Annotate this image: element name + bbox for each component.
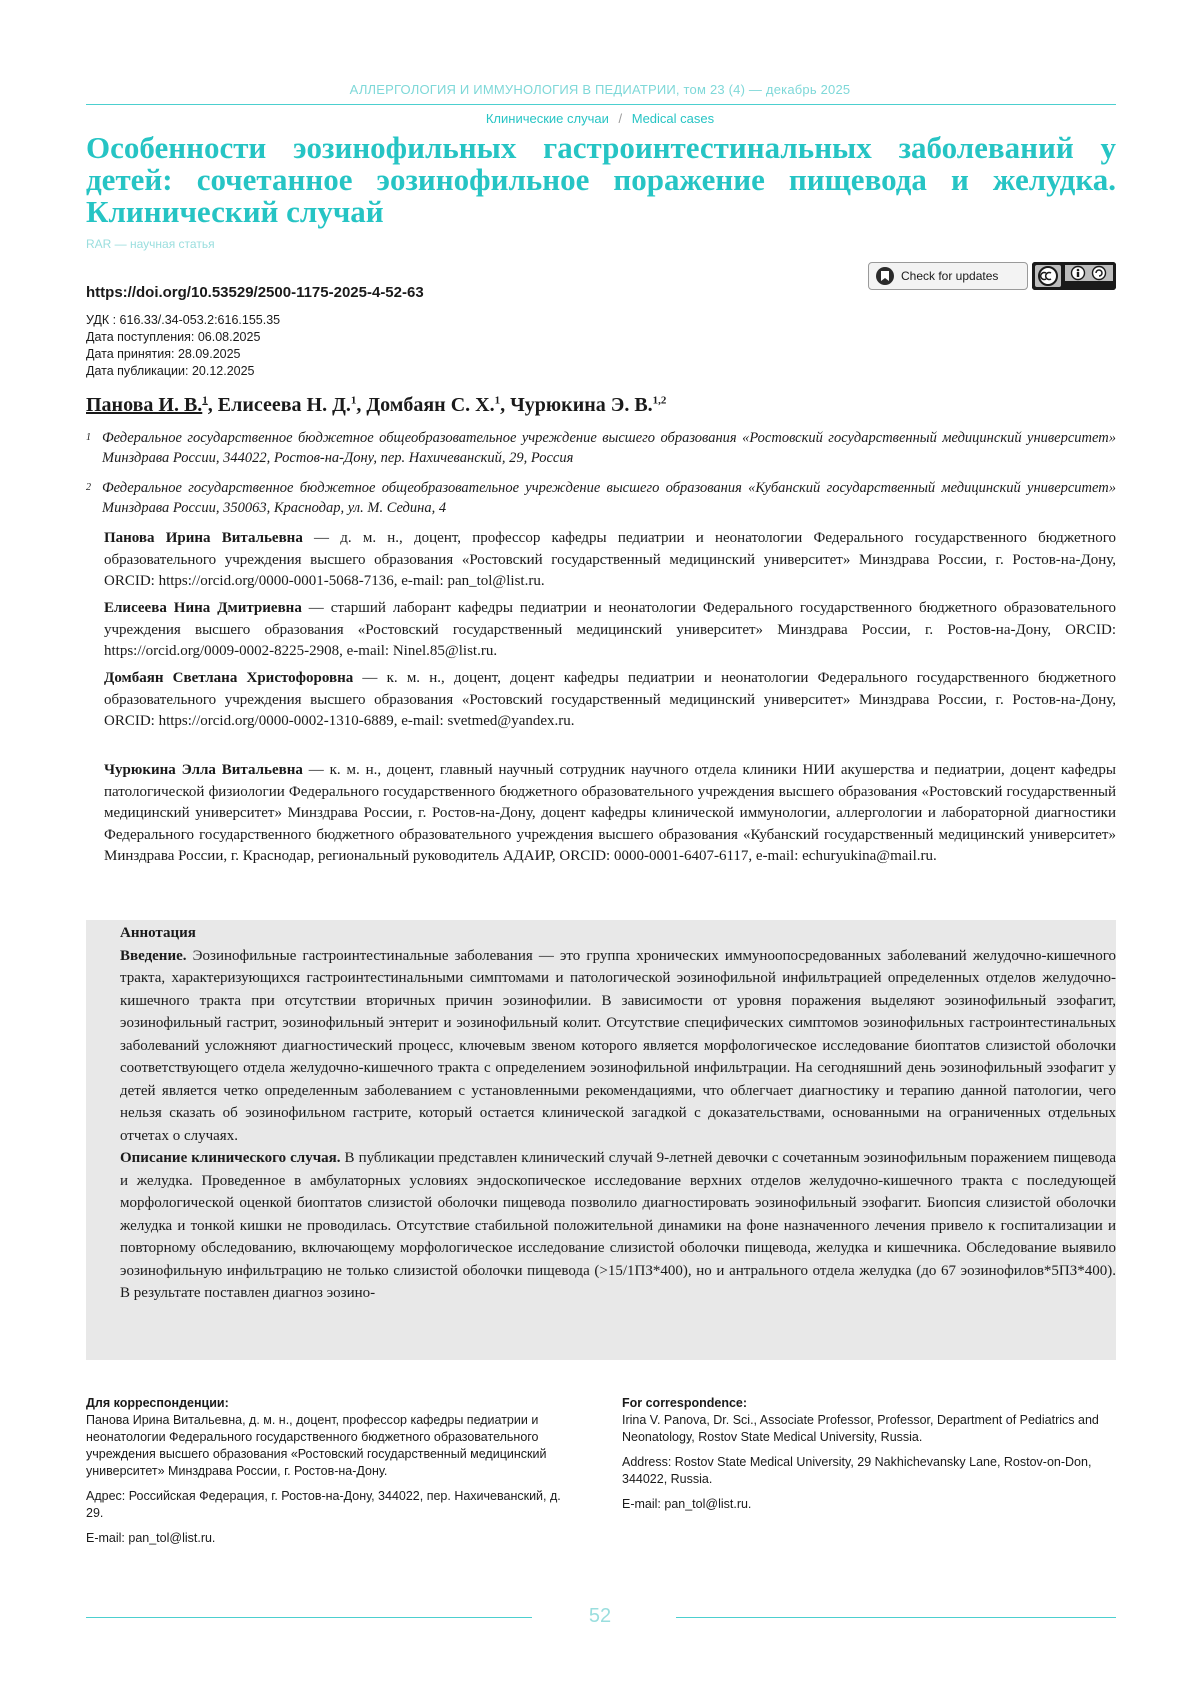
correspondence-ru-person: Панова Ирина Витальевна, д. м. н., доцент, профессор кафедры педиатрии и неонатологии Федерального государственного бюджетного образовательного учреждения высшего образования «Ростовский государственный медицинский университет» Минздрава России, г. Ростов-на-Дону. xyxy=(86,1413,547,1478)
date-accepted: Дата принятия: 28.09.2025 xyxy=(86,347,241,361)
affiliation xyxy=(86,428,1116,468)
abstract-intro-text: Эозинофильные гастроинтестинальные заболевания — это группа хронических иммуноопосредованных заболеваний желудочно-кишечного тракта, характеризующихся гастроинтестинальными симптомами и патологической эозинофильной инфильтрацией определенных отделов желудочно-кишечного тракта при отсутствии вторичных причин эозинофилии. В зависимости от уровня поражения выделяют эозинофильный эзофагит, эозинофильный гастрит, эозинофильный энтерит и эозинофильный колит. Отсутствие специфических симптомов эозинофильных гастроинтестинальных заболеваний усложняют диагностический процесс, ключевым звеном которого является морфологическое исследование биоптатов слизистой оболочки соответствующего отдела желудочно-кишечного тракта с определением эозинофильной инфильтрации. На сегодняшний день эозинофильный эзофагит у детей является четко определенным заболеванием с установленными рекомендациями, что облегчает диагностику и терапию данной патологии, чего нельзя сказать об эозинофильном гастрите, который остается клинической загадкой с доказательствами, основанными на ограниченных отдельных отчетах о случаях. xyxy=(120,947,1116,1144)
author-list: Панова И. В.$^1$, Елисеева Н. Д.$^1$, Домбаян С. Х.$^1$, Чурюкина Э. В.$^{1,2}$ xyxy=(86,394,667,416)
section-en: Medical cases xyxy=(631,111,715,126)
abstract-case xyxy=(120,1147,1116,1305)
author-bio xyxy=(104,760,1116,868)
author-name: Панова И. В. xyxy=(86,394,203,416)
correspondence-en xyxy=(622,1395,1102,1521)
bio-name: Домбаян Светлана Христофоровна xyxy=(104,670,354,686)
bio-name: Чурюкина Элла Витальевна xyxy=(104,762,303,778)
correspondence-en-person: Irina V. Panova, Dr. Sci., Associate Professor, Professor, Department of Pediatrics and Neonatology, Rostov State Medical University, Russia. xyxy=(622,1413,1099,1444)
affiliation-number: 2 xyxy=(86,482,91,493)
date-published: Дата публикации: 20.12.2025 xyxy=(86,364,255,378)
correspondence-ru-address: Адрес: Российская Федерация, г. Ростов-на-Дону, 344022, пер. Нахичеванский, д. 29. xyxy=(86,1489,561,1520)
bio-name: Панова Ирина Витальевна xyxy=(104,530,303,546)
correspondence-en-address: Address: Rostov State Medical University, 29 Nakhichevansky Lane, Rostov-on-Don, 344022, Russia. xyxy=(622,1455,1092,1486)
page-number: 52 xyxy=(588,1605,612,1627)
section-label xyxy=(0,111,1200,126)
affiliation-text: Федеральное государственное бюджетное общеобразовательное учреждение высшего образования «Ростовский государственный медицинский университет» Минздрава России, 344022, Ростов-на-Дону, пер. Нахичеванский, 29, Россия xyxy=(102,430,1116,466)
cc-license-icon[interactable] xyxy=(1032,262,1116,290)
abstract-intro-label: Введение. xyxy=(120,947,187,964)
correspondence-en-email: E-mail: pan_tol@list.ru. xyxy=(622,1497,752,1511)
author-sup: 1 xyxy=(494,394,501,407)
bio-text: — к. м. н., доцент, доцент кафедры педиатрии и неонатологии Федерального государственного бюджетного образовательного учреждения высшего образования «Ростовский государственный медицинский университет» Минздрава России, г. Ростов-на-Дону, ORCID: https://orcid.org/0000-0002-1310-6889, e-mail: svetmed@yandex.ru. xyxy=(104,670,1117,729)
doi-link[interactable]: https://doi.org/10.53529/2500-1175-2025-4-52-63 xyxy=(86,284,424,301)
author-sup: 1 xyxy=(202,394,208,407)
author-bio xyxy=(104,528,1116,593)
abstract-intro xyxy=(120,945,1116,1148)
author-name: Елисеева Н. Д. xyxy=(217,394,351,416)
udk: УДК : 616.33/.34-053.2:616.155.35 xyxy=(86,313,281,327)
affiliation xyxy=(86,478,1116,518)
correspondence-ru xyxy=(86,1395,566,1555)
update-check-icon xyxy=(875,266,895,286)
section-separator: / xyxy=(618,111,623,126)
article-meta xyxy=(86,312,280,380)
check-for-updates-label: Check for updates xyxy=(901,269,999,283)
abstract-case-label: Описание клинического случая. xyxy=(120,1150,341,1166)
correspondence-en-heading: For correspondence: xyxy=(622,1396,748,1410)
author-sup: 1 xyxy=(350,394,357,407)
bio-name: Елисеева Нина Дмитриевна xyxy=(104,600,302,616)
author-name: Чурюкина Э. В. xyxy=(510,394,653,416)
abstract-case-text: В публикации представлен клинический случай 9-летней девочки с сочетанным эозинофильным поражением пищевода и желудка. Проведенное в амбулаторных условиях эндоскопическое исследование верхних отделов желудочно-кишечного тракта с последующей морфологической оценкой биоптатов слизистой оболочки пищевода позволило диагностировать эозинофильный эзофагит. Биопсия слизистой оболочки желудка и тонкой кишки не проводилась. Отсутствие стабильной положительной динамики на фоне назначенного лечения привело к госпитализации и повторному обследованию, включающему морфологическое исследование слизистой оболочки пищевода, желудка и кишечника. Обследование выявило эозинофильную инфильтрацию не только слизистой оболочки пищевода (>15/1ПЗ*400), но и антрального отдела желудка (до 67 эозинофилов*5ПЗ*400). В результате поставлен диагноз эозино- xyxy=(120,1150,1116,1301)
header-divider xyxy=(86,104,1116,105)
author-name: Домбаян С. Х. xyxy=(366,394,495,416)
article-type: RAR — научная статья xyxy=(86,237,215,251)
correspondence-ru-email: E-mail: pan_tol@list.ru. xyxy=(86,1531,216,1545)
affiliation-text: Федеральное государственное бюджетное общеобразовательное учреждение высшего образования «Кубанский государственный медицинский университет» Минздрава России, 350063, Краснодар, ул. М. Седина, 4 xyxy=(102,480,1116,516)
section-ru: Клинические случаи xyxy=(485,111,609,126)
bio-text: — д. м. н., доцент, профессор кафедры педиатрии и неонатологии Федерального государственного бюджетного образовательного учреждения высшего образования «Ростовский государственный медицинский университет» Минздрава России, г. Ростов-на-Дону, ORCID: https://orcid.org/0000-0001-5068-7136, e-mail: pan_tol@list.ru. xyxy=(104,530,1116,589)
author-sup: 1,2 xyxy=(652,394,667,407)
abstract-heading: Аннотация xyxy=(120,925,196,941)
article-title: Особенности эозинофильных гастроинтестинальных заболеваний у детей: сочетанное эозинофильное поражение пищевода и желудка. Клинический случай xyxy=(86,130,1116,229)
date-received: Дата поступления: 06.08.2025 xyxy=(86,330,261,344)
journal-header: АЛЛЕРГОЛОГИЯ И ИММУНОЛОГИЯ В ПЕДИАТРИИ, том 23 (4) — декабрь 2025 xyxy=(349,82,851,97)
check-for-updates-button[interactable] xyxy=(868,262,1028,290)
bio-text: — старший лаборант кафедры педиатрии и неонатологии Федерального государственного бюджетного образовательного учреждения высшего образования «Ростовский государственный медицинский университет» Минздрава России, г. Ростов-на-Дону, ORCID: https://orcid.org/0009-0002-8225-2908, e-mail: Ninel.85@list.ru. xyxy=(104,600,1116,659)
abstract xyxy=(120,922,1116,1305)
cc-by-sa-icon xyxy=(1032,262,1116,290)
bio-text: — к. м. н., доцент, главный научный сотрудник научного отдела клиники НИИ акушерства и педиатрии, доцент кафедры патологической физиологии Федерального государственного бюджетного образовательного учреждения высшего образования «Ростовский государственный медицинский университет» Минздрава России, г. Ростов-на-Дону, доцент кафедры клинической иммунологии, аллергологии и лабораторной диагностики Федерального государственного бюджетного образовательного учреждения высшего образования «Кубанский государственный медицинский университет» Минздрава России, г. Краснодар, региональный руководитель АДАИР, ORCID: 0000-0001-6407-6117, e-mail: echuryukina@mail.ru. xyxy=(104,762,1116,864)
author-bio xyxy=(104,598,1116,663)
affiliation-number: 1 xyxy=(86,432,91,443)
author-bio xyxy=(104,668,1116,733)
correspondence-ru-heading: Для корреспонденции: xyxy=(86,1396,229,1410)
